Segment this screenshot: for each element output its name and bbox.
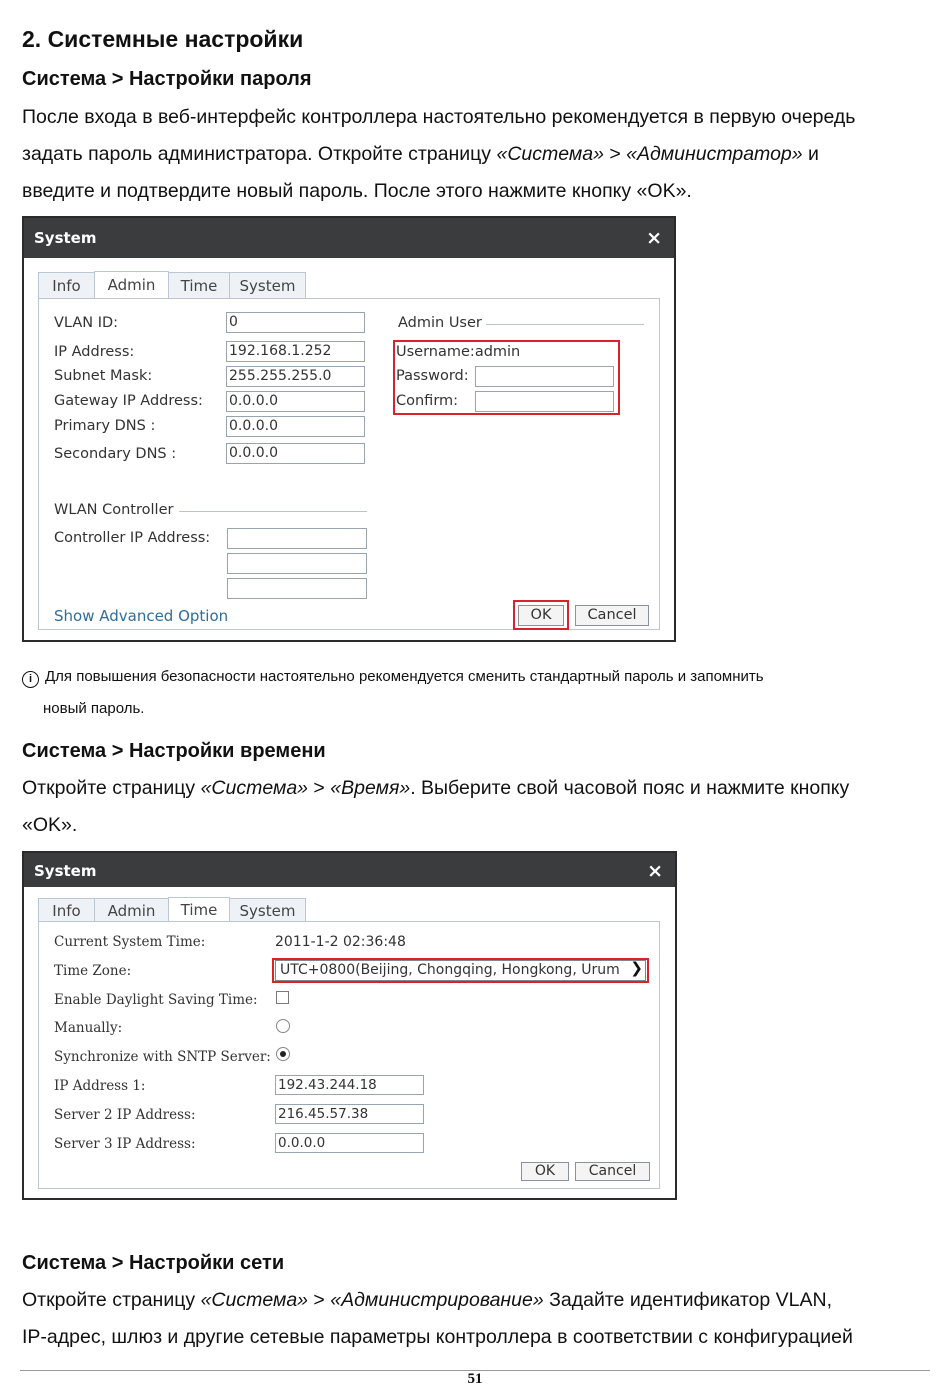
timezone-label: Time Zone: bbox=[54, 963, 132, 979]
ip3-input[interactable]: 0.0.0.0 bbox=[275, 1133, 424, 1153]
password-input[interactable] bbox=[475, 366, 614, 387]
note bbox=[22, 668, 764, 688]
controller-ip-input-2[interactable] bbox=[227, 553, 367, 574]
close-icon[interactable]: × bbox=[647, 860, 663, 882]
text-span: «Администрирование» bbox=[330, 1289, 544, 1311]
tab-admin[interactable]: Admin bbox=[94, 271, 169, 299]
confirm-label: Confirm: bbox=[396, 393, 459, 409]
sntp-label: Synchronize with SNTP Server: bbox=[54, 1049, 271, 1065]
paragraph-line: После входа в веб-интерфейс контроллера настоятельно рекомендуется в первую очередь bbox=[22, 106, 856, 128]
section-network-title: Система > Настройки сети bbox=[22, 1252, 285, 1274]
timezone-select[interactable] bbox=[275, 960, 646, 981]
paragraph-line: введите и подтвердите новый пароль. После этого нажмите кнопку «OK». bbox=[22, 180, 692, 202]
show-advanced-link[interactable]: Show Advanced Option bbox=[54, 607, 229, 625]
manually-label: Manually: bbox=[54, 1020, 123, 1036]
dialog-title: System bbox=[34, 229, 97, 247]
username-value: admin bbox=[474, 344, 521, 360]
tab-system[interactable]: System bbox=[229, 272, 306, 299]
vlan-id-label: VLAN ID: bbox=[54, 315, 119, 331]
text-span: задать пароль администратора. Откройте страницу bbox=[22, 143, 497, 165]
paragraph-line bbox=[22, 1289, 832, 1312]
tab-info[interactable]: Info bbox=[38, 898, 95, 922]
text-span: «Администратор» bbox=[626, 143, 803, 165]
primary-dns-label: Primary DNS : bbox=[54, 418, 156, 434]
text-span: > bbox=[308, 1289, 331, 1311]
close-icon[interactable]: × bbox=[646, 227, 662, 249]
controller-ip-label: Controller IP Address: bbox=[54, 530, 211, 546]
vlan-id-input[interactable]: 0 bbox=[226, 312, 365, 333]
note-line: Для повышения безопасности настоятельно рекомендуется сменить стандартный пароль и запомнить bbox=[45, 668, 764, 685]
password-label: Password: bbox=[396, 368, 469, 384]
ip1-input[interactable]: 192.43.244.18 bbox=[275, 1075, 424, 1095]
username-label bbox=[396, 344, 520, 360]
cancel-button[interactable]: Cancel bbox=[575, 605, 649, 626]
page-heading: 2. Системные настройки bbox=[22, 26, 304, 52]
admin-user-group-label: Admin User bbox=[398, 315, 482, 331]
tab-admin[interactable]: Admin bbox=[94, 898, 169, 922]
time-dialog bbox=[22, 851, 677, 1200]
section-time-title: Система > Настройки времени bbox=[22, 740, 326, 762]
manually-radio[interactable] bbox=[276, 1019, 290, 1033]
text-span: и bbox=[802, 143, 819, 165]
tab-time[interactable]: Time bbox=[168, 897, 230, 922]
ok-button[interactable]: OK bbox=[518, 605, 564, 626]
note-line: новый пароль. bbox=[43, 700, 145, 717]
paragraph-line bbox=[22, 777, 849, 800]
dst-label: Enable Daylight Saving Time: bbox=[54, 992, 258, 1008]
controller-ip-input-3[interactable] bbox=[227, 578, 367, 599]
dialog-titlebar bbox=[24, 218, 674, 258]
secondary-dns-input[interactable]: 0.0.0.0 bbox=[226, 443, 365, 464]
wlan-group-label: WLAN Controller bbox=[54, 502, 174, 518]
text-span: Откройте страницу bbox=[22, 1289, 201, 1311]
group-rule bbox=[486, 324, 644, 325]
paragraph-line: IP-адрес, шлюз и другие сетевые параметры контроллера в соответствии с конфигурацией bbox=[22, 1326, 853, 1348]
page-number: 51 bbox=[467, 1371, 483, 1387]
paragraph-line: «OK». bbox=[22, 814, 78, 836]
dialog-title: System bbox=[34, 862, 97, 880]
timezone-value: UTC+0800(Beijing, Chongqing, Hongkong, Urum bbox=[280, 962, 620, 978]
username-label-text: Username: bbox=[396, 344, 475, 360]
text-span: > bbox=[308, 777, 331, 799]
cancel-button[interactable]: Cancel bbox=[575, 1162, 650, 1181]
text-span: Откройте страницу bbox=[22, 777, 201, 799]
secondary-dns-label: Secondary DNS : bbox=[54, 446, 177, 462]
ip2-label: Server 2 IP Address: bbox=[54, 1107, 196, 1123]
ip-address-label: IP Address: bbox=[54, 344, 135, 360]
current-time-label: Current System Time: bbox=[54, 934, 206, 950]
ip-address-input[interactable]: 192.168.1.252 bbox=[226, 341, 365, 362]
paragraph-line bbox=[22, 143, 819, 166]
subnet-mask-label: Subnet Mask: bbox=[54, 368, 153, 384]
primary-dns-input[interactable]: 0.0.0.0 bbox=[226, 416, 365, 437]
text-span: «Время» bbox=[330, 777, 411, 799]
text-span: Задайте идентификатор VLAN, bbox=[543, 1289, 833, 1311]
text-span: «Система» bbox=[496, 143, 604, 165]
section-password-title: Система > Настройки пароля bbox=[22, 68, 312, 90]
group-rule bbox=[179, 511, 367, 512]
chevron-down-icon: ❯ bbox=[627, 960, 643, 978]
dialog-titlebar bbox=[24, 853, 675, 887]
confirm-input[interactable] bbox=[475, 391, 614, 412]
controller-ip-input-1[interactable] bbox=[227, 528, 367, 549]
dst-checkbox[interactable] bbox=[276, 991, 289, 1004]
ok-button[interactable]: OK bbox=[521, 1162, 569, 1181]
info-icon: i bbox=[22, 671, 39, 688]
subnet-mask-input[interactable]: 255.255.255.0 bbox=[226, 366, 365, 387]
tab-info[interactable]: Info bbox=[38, 272, 95, 299]
text-span: «Система» bbox=[200, 777, 309, 799]
gateway-label: Gateway IP Address: bbox=[54, 393, 203, 409]
current-time-value: 2011-1-2 02:36:48 bbox=[275, 934, 406, 950]
ip2-input[interactable]: 216.45.57.38 bbox=[275, 1104, 424, 1124]
sntp-radio[interactable] bbox=[276, 1047, 290, 1061]
text-span: «Система» bbox=[200, 1289, 309, 1311]
text-span: . Выберите свой часовой пояс и нажмите кнопку bbox=[410, 777, 850, 799]
tab-system[interactable]: System bbox=[229, 898, 306, 922]
ip1-label: IP Address 1: bbox=[54, 1078, 146, 1094]
text-span: > bbox=[603, 143, 627, 165]
ip3-label: Server 3 IP Address: bbox=[54, 1136, 196, 1152]
admin-dialog bbox=[22, 216, 676, 642]
gateway-input[interactable]: 0.0.0.0 bbox=[226, 391, 365, 412]
tab-time[interactable]: Time bbox=[168, 272, 230, 299]
